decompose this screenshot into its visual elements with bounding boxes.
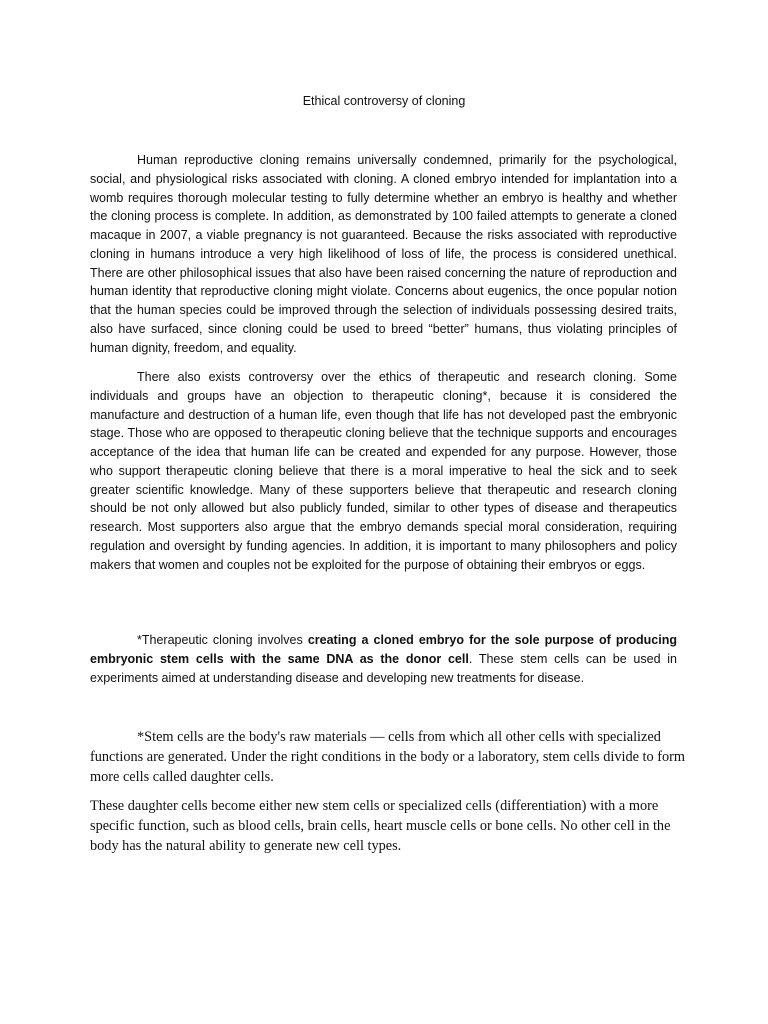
footnote-tail: . These stem cells can be used in experiments aimed at understanding disease and developing new treatments for disease. <box>90 651 677 685</box>
footnote-stem-cells: *Stem cells are the body's raw materials — cells from which all other cells with specialized functions are generated. Under the right conditions in the body or a laboratory, stem cells divide to form more cells called daughter cells. <box>90 729 686 785</box>
paragraph-therapeutic-cloning: There also exists controversy over the ethics of therapeutic and research cloning. Some individuals and groups have an objection to therapeutic cloning*, because it is considered the manufacture and destruction of a human life, even though that life has not developed past the embryonic stage. Those who are opposed to therapeutic cloning believe that the technique supports and encourages acceptance of the idea that human life can be created and expended for any purpose. However, those who support therapeutic cloning believe that there is a moral imperative to heal the sick and to seek greater scientific knowledge. Many of these supporters believe that therapeutic and research cloning should be not only allowed but also publicly funded, similar to other types of disease and therapeutics research. Most supporters also argue that the embryo demands special moral consideration, requiring regulation and oversight by funding agencies. In addition, it is important to many philosophers and policy makers that women and couples not be exploited for the purpose of obtaining their embryos or eggs. <box>90 370 677 572</box>
document-title: Ethical controversy of cloning <box>302 94 466 108</box>
footnote-therapeutic-cloning <box>90 631 677 687</box>
footnote-lead: *Therapeutic cloning involves <box>137 633 308 647</box>
footnote-bold-definition: creating a cloned embryo for the sole purpose of producing embryonic stem cells with the same DNA as the donor cell <box>90 633 677 666</box>
paragraph-reproductive-cloning: Human reproductive cloning remains universally condemned, primarily for the psychological, social, and physiological risks associated with cloning. A cloned embryo intended for implantation into a womb requires thorough molecular testing to fully determine whether an embryo is healthy and whether the cloning process is complete. In addition, as demonstrated by 100 failed attempts to generate a cloned macaque in 2007, a viable pregnancy is not guaranteed. Because the risks associated with reproductive cloning in humans introduce a very high likelihood of loss of life, the process is considered unethical. There are other philosophical issues that also have been raised concerning the nature of reproduction and human identity that reproductive cloning might violate. Concerns about eugenics, the once popular notion that the human species could be improved through the selection of individuals possessing desired traits, also have surfaced, since cloning could be used to breed “better” humans, thus violating principles of human dignity, freedom, and equality. <box>90 153 677 355</box>
paragraph-daughter-cells: These daughter cells become either new stem cells or specialized cells (differentiation) with a more specific function, such as blood cells, brain cells, heart muscle cells or bone cells. No other cell in the body has the natural ability to generate new cell types. <box>90 798 671 854</box>
